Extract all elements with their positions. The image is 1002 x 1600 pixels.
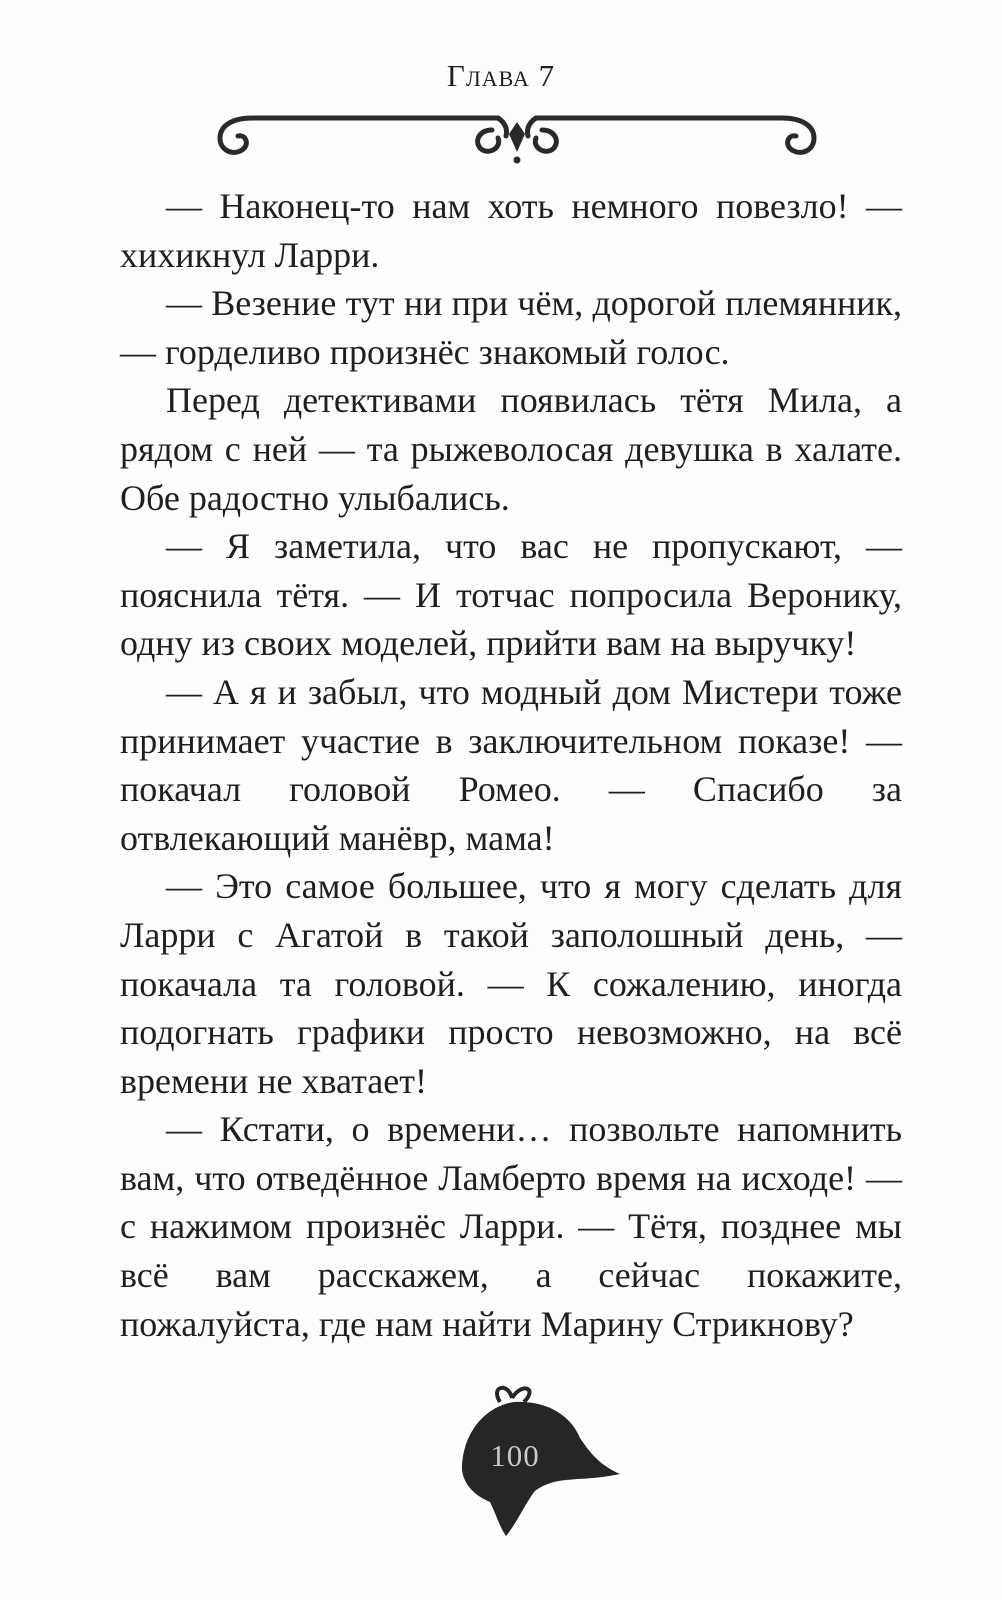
paragraph-4: — Я заметила, что вас не пропускают, — пояснила тётя. — И тотчас попросила Веронику, одну из своих моделей, прийти вам на выручку! [120,526,902,664]
decorative-flourish-icon [212,100,822,170]
chapter-title: Глава 7 [446,58,556,93]
paragraph-3: Перед детективами появилась тётя Мила, а рядом с ней — та рыжеволосая девушка в халате. Обе радостно улыбались. [120,380,902,518]
paragraph-6: — Это самое большее, что я могу сделать для Ларри с Агатой в такой заполошный день, — покачала та головой. — К сожалению, иногда подогнать графики просто невозможно, на всё времени не хватает! [120,866,902,1101]
paragraph-5: — А я и забыл, что модный дом Мистери тоже принимает участие в заключительном показе! — покачал головой Ромео. — Спасибо за отвлекающий манёвр, мама! [120,671,902,858]
paragraph-1: — Наконец-то нам хоть немного повезло! — хихикнул Ларри. [120,186,902,275]
body-text [120,182,902,1348]
paragraph-2: — Везение тут ни при чём, дорогой племянник, — горделиво произнёс знакомый голос. [120,283,902,372]
page-number: 100 [490,1438,540,1473]
paragraph-7: — Кстати, о времени… позвольте напомнить вам, что отведённое Ламберто время на исходе! — с нажимом произнёс Ларри. — Тётя, позднее мы всё вам расскажем, а сейчас покажите, пожалуйста, где нам найти Марину Стрикнову? [120,1109,902,1344]
